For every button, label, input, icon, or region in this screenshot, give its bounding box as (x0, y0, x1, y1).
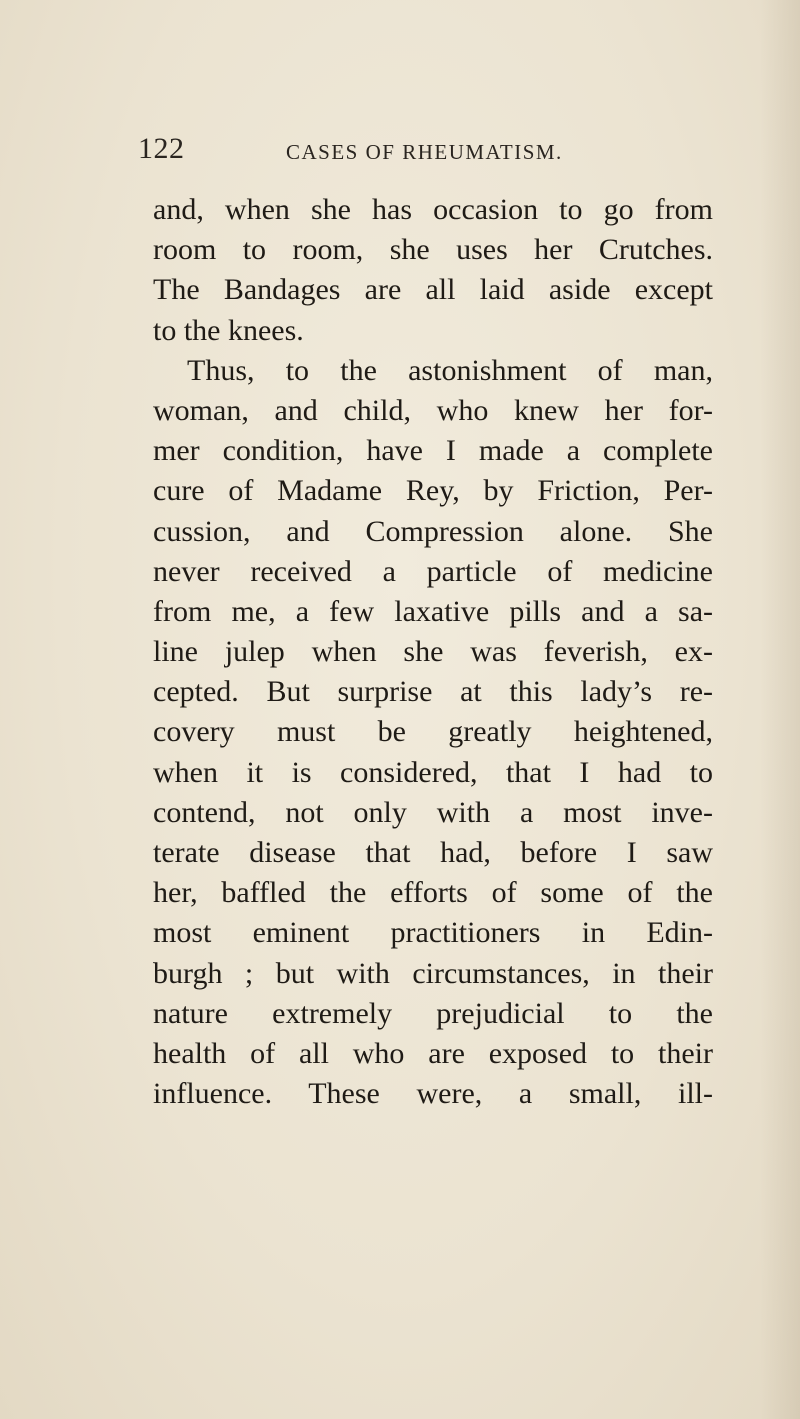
text-line: terate disease that had, before I saw (153, 836, 713, 869)
text-line: and, when she has occasion to go from (153, 193, 713, 226)
body-text (153, 190, 713, 1114)
page-edge-shadow (760, 0, 800, 1419)
text-line: when it is considered, that I had to (153, 755, 713, 789)
text-line: mer condition, have I made a complete (153, 434, 713, 468)
text-line: cure of Madame Rey, by Friction, Per- (153, 474, 713, 508)
text-line: burgh ; but with circumstances, in their (153, 956, 713, 990)
text-line: her, baffled the efforts of some of the (153, 876, 713, 910)
text-line: Thus, to the astonishment of man, (187, 353, 713, 387)
text-line: health of all who are exposed to their (153, 1036, 713, 1070)
text-line: to the knees. (153, 313, 304, 347)
text-line: nature extremely prejudicial to the (153, 996, 713, 1030)
running-head (138, 132, 658, 172)
text-line: cussion, and Compression alone. She (153, 514, 713, 548)
text-line: line julep when she was feverish, ex- (153, 635, 713, 669)
text-line: woman, and child, who knew her for- (153, 393, 713, 427)
text-line: room to room, she uses her Crutches. (153, 233, 713, 267)
text-line: contend, not only with a most inve- (153, 795, 713, 829)
page-number: 122 (138, 132, 185, 165)
running-title: CASES OF RHEUMATISM. (286, 140, 563, 164)
text-line: influence. These were, a small, ill- (153, 1077, 713, 1111)
text-line: covery must be greatly heightened, (153, 715, 713, 749)
text-line: The Bandages are all laid aside except (153, 273, 713, 307)
text-line: never received a particle of medicine (153, 554, 713, 588)
text-line: from me, a few laxative pills and a sa- (153, 594, 713, 628)
text-line: cepted. But surprise at this lady’s re- (153, 675, 713, 709)
text-line: most eminent practitioners in Edin- (153, 916, 713, 950)
